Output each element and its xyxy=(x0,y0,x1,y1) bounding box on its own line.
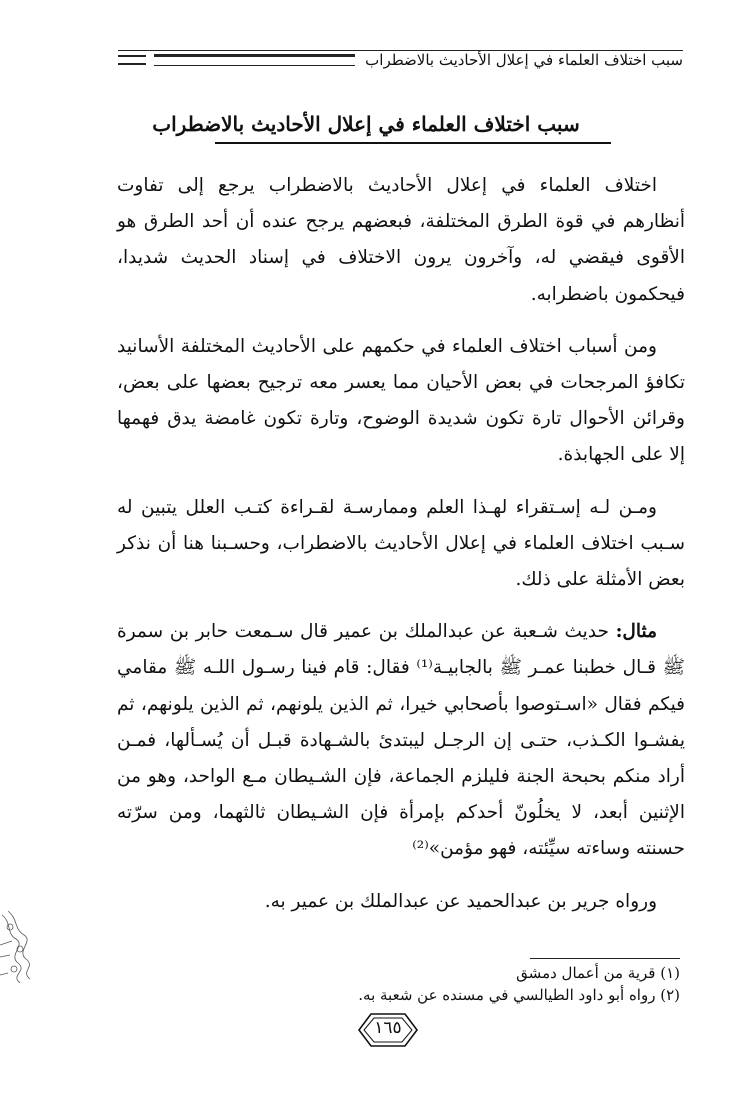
floral-ornament-icon xyxy=(0,905,44,985)
page-number: ١٦٥ xyxy=(374,1018,402,1038)
example-label: مثال: xyxy=(615,621,657,643)
footnote-1: (١) قرية من أعمال دمشق xyxy=(516,964,680,982)
header-end-ornament xyxy=(118,55,146,65)
scan-edge-ornament xyxy=(0,905,44,985)
narration-paragraph: ورواه جرير بن عبدالحميد عن عبدالملك بن عمير به. xyxy=(264,890,657,912)
main-text xyxy=(117,168,685,936)
section-title-underline xyxy=(215,142,611,144)
running-header-title: سبب اختلاف العلماء في إعلال الأحاديث بالاضطراب xyxy=(365,51,683,69)
paragraph-3: ومـن لـه إسـتقراء لهـذا العلم وممارسـة لقـراءة كتـب العلل يتبين له سـبب اختلاف العلماء في إعلال الأحاديث بالاضطراب، وحسـبنا هنا أن نذكر بعض الأمثلة على ذلك. xyxy=(117,496,685,591)
footnote-2: (٢) رواه أبو داود الطيالسي في مسنده عن شعبة به. xyxy=(358,986,680,1004)
page-number-badge xyxy=(355,1010,421,1050)
example-paragraph xyxy=(117,614,685,867)
example-text: حديث شـعبة عن عبدالملك بن عمير قال سـمعت حابر بن سمرة ﷺ قـال خطبنا عمـر ﷺ بالجابيـة⁽¹⁾ فقال: قام فينا رسـول اللـه ﷺ مقامي فيكم فقال «اسـتوصوا بأصحابي خيرا، ثم الذين يلونهم، ثم الذين يلونهم، ثم يفشـوا الكـذب، حتـى إن الرجـل ليبتدئ بالشـهادة قبـل أن يُسـألها، فمـن أراد منكم بحبحة الجنة فليلزم الجماعة، فإن الشـيطان مـع الواحد، وهو من الإثنين أبعد، لا يخلُونّ أحدكم بإمرأة فإن الشـيطان ثالثهما، ومن سرّته حسنته وساءته سيِّئته، فهو مؤمن»⁽²⁾ xyxy=(117,621,685,860)
paragraph-2: ومن أسباب اختلاف العلماء في حكمهم على الأحاديث المختلفة الأسانيد تكافؤ المرجحات في بعض الأحيان مما يعسر معه ترجيح بعضها على بعض، وقرائن الأحوال تارة تكون شديدة الوضوح، وتارة تكون غامضة يدق فهمها إلا على الجهابذة. xyxy=(117,335,685,466)
running-header xyxy=(118,48,683,72)
header-double-rule xyxy=(154,54,355,66)
section-title: سبب اختلاف العلماء في إعلال الأحاديث بالاضطراب xyxy=(152,112,580,136)
paragraph-1: اختلاف العلماء في إعلال الأحاديث بالاضطراب يرجع إلى تفاوت أنظارهم في قوة الطرق المختلفة، فبعضهم يرجح عنده أن أحد الطرق هو الأقوى فيقضي له، وآخرون يرون الاختلاف في إسناد الحديث شديدا، فيحكمون باضطرابه. xyxy=(117,175,685,305)
footnote-separator xyxy=(530,958,680,959)
footnotes xyxy=(200,962,680,1006)
